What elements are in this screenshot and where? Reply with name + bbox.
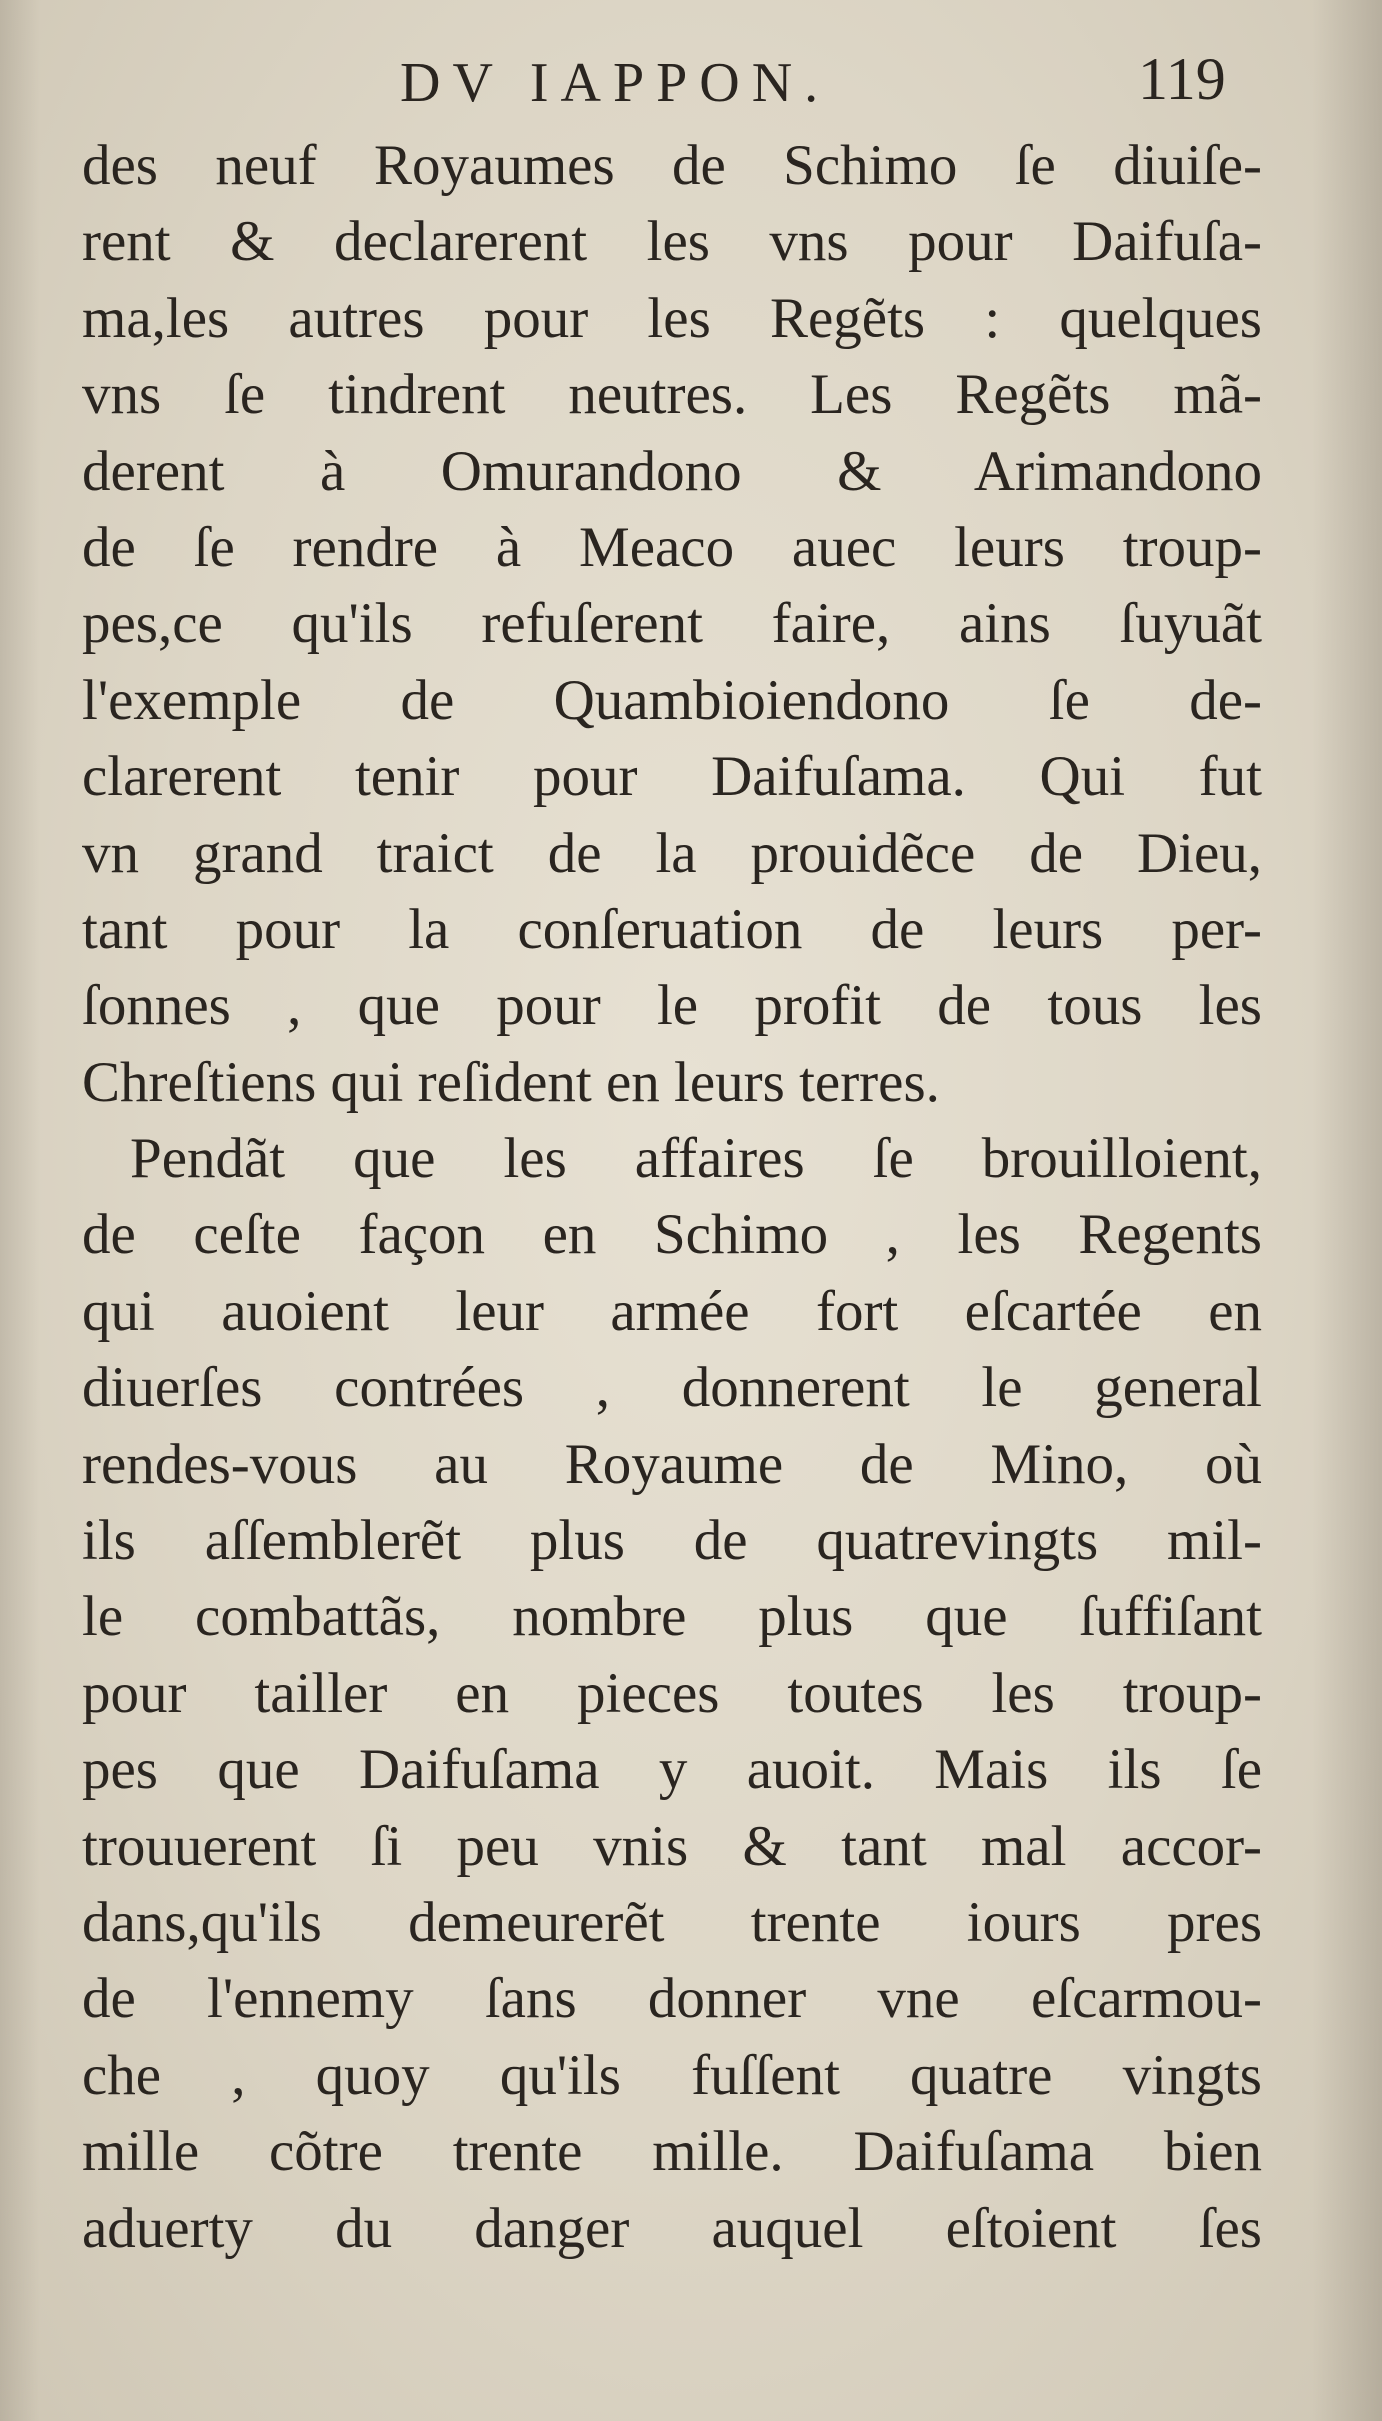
page-number: 119 — [1138, 46, 1226, 112]
text-line: diuerſes contrées , donnerent le general — [82, 1356, 1262, 1420]
text-line: de ceſte façon en Schimo , les Regents — [82, 1203, 1262, 1267]
page-gutter-shadow — [0, 0, 40, 2421]
text-line: ils aſſemblerẽt plus de quatrevingts mil- — [82, 1509, 1262, 1573]
text-line: clarerent tenir pour Daifuſama. Qui fut — [82, 745, 1262, 809]
text-line: derent à Omurandono & Arimandono — [82, 439, 1262, 503]
text-line: de ſe rendre à Meaco auec leurs troup- — [82, 515, 1262, 579]
text-line: pes,ce qu'ils refuſerent faire, ains ſuyuãt — [82, 592, 1262, 656]
text-line: qui auoient leur armée fort eſcartée en — [82, 1279, 1262, 1343]
text-line: rent & declarerent les vns pour Daifuſa- — [82, 210, 1262, 274]
page-edge-shadow — [1312, 0, 1382, 2421]
text-line: che , quoy qu'ils fuſſent quatre vingts — [82, 2043, 1262, 2107]
text-line: des neuf Royaumes de Schimo ſe diuiſe- — [82, 134, 1262, 197]
text-line: l'exemple de Quambioiendono ſe de- — [82, 668, 1262, 732]
text-line: pes que Daifuſama y auoit. Mais ils ſe — [82, 1738, 1262, 1802]
paragraph-first-line: Pendãt que les affaires ſe brouilloient, — [130, 1127, 1262, 1191]
text-line: dans,qu'ils demeurerẽt trente iours pres — [82, 1890, 1262, 1954]
text-line: aduerty du danger auquel eſtoient ſes — [82, 2196, 1262, 2260]
paragraph-last-line: Chreſtiens qui reſident en leurs terres. — [82, 1050, 940, 1114]
text-line: ma,les autres pour les Regẽts : quelques — [82, 286, 1262, 350]
text-line: tant pour la conſeruation de leurs per- — [82, 897, 1262, 961]
text-line: pour tailler en pieces toutes les troup- — [82, 1661, 1262, 1725]
text-line: trouuerent ſi peu vnis & tant mal accor- — [82, 1814, 1262, 1878]
text-line: ſonnes , que pour le profit de tous les — [82, 974, 1262, 1038]
running-head — [0, 40, 1382, 120]
text-line: de l'ennemy ſans donner vne eſcarmou- — [82, 1967, 1262, 2031]
running-title: DV IAPPON. — [400, 52, 831, 114]
text-block — [82, 128, 1262, 2267]
text-line: le combattãs, nombre plus que ſuffiſant — [82, 1585, 1262, 1649]
text-line: vns ſe tindrent neutres. Les Regẽts mã- — [82, 363, 1262, 427]
text-line: rendes-vous au Royaume de Mino, où — [82, 1432, 1262, 1496]
text-line: vn grand traict de la prouidẽce de Dieu, — [82, 821, 1262, 885]
text-line: mille cõtre trente mille. Daifuſama bien — [82, 2120, 1262, 2184]
